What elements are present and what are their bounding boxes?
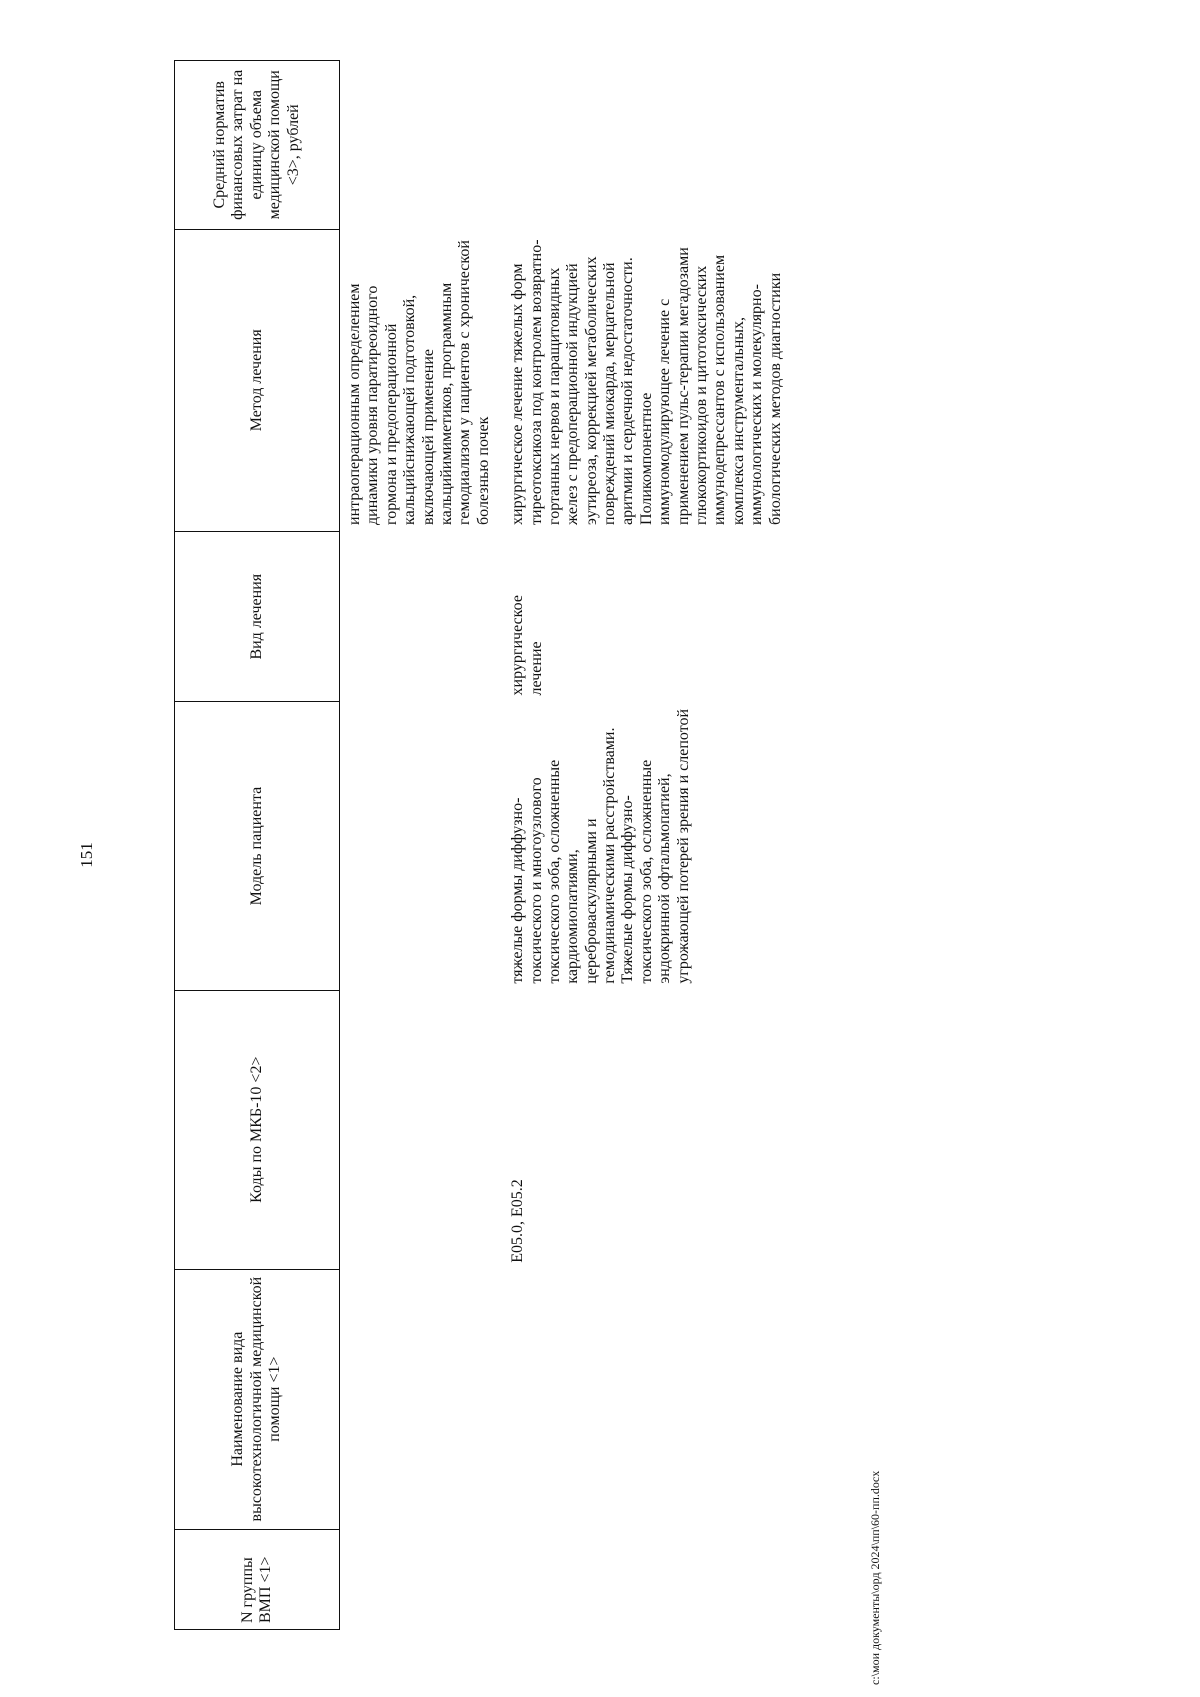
table-row bbox=[503, 61, 795, 1630]
cell-cost-norm bbox=[340, 61, 504, 230]
header-icd-codes: Коды по МКБ-10 <2> bbox=[175, 990, 340, 1269]
table-row bbox=[340, 61, 504, 1630]
cell-treatment-kind bbox=[340, 531, 504, 701]
file-path-footer: c:\мои документы\орд 2024\пп\60-пп.docx bbox=[868, 1470, 882, 1685]
cell-treatment-method: интраоперационным определением динамики уровня паратиреоидного гормона и предоперационной кальцийснижающей подготовкой, включающей применение кальцийимиметиков, программным гемодиализом у пациентов с хронической болезнью почек bbox=[346, 240, 492, 525]
cell-treatment-kind: хирургическое лечение bbox=[509, 595, 545, 696]
cell-care-name bbox=[503, 1269, 795, 1529]
header-patient-model: Модель пациента bbox=[175, 702, 340, 990]
cell-icd-codes: E05.0, E05.2 bbox=[509, 1179, 527, 1263]
header-group-number: N группы ВМП <1> bbox=[175, 1529, 340, 1629]
cell-cost-norm bbox=[503, 61, 795, 230]
header-treatment-kind: Вид лечения bbox=[175, 531, 340, 701]
rotated-table-container bbox=[174, 60, 1044, 1630]
vmp-table bbox=[174, 60, 795, 1630]
page-number: 151 bbox=[77, 842, 96, 868]
cell-patient-model: тяжелые формы диффузно-токсического и многоузлового токсического зоба, осложненные кардиомиопатиями, цереброваскулярными и гемодинамическими расстройствами. Тяжелые формы диффузно-токсического зоба, осложненные эндокринной офтальмопатией, угрожающей потерей зрения и слепотой bbox=[509, 708, 692, 984]
cell-treatment-method: хирургическое лечение тяжелых форм тиреотоксикоза под контролем возвратно-гортанных нервов и паращитовидных желез с предоперационной индукцией эутиреоза, коррекцией метаболических повреждений миокарда, мерцательной аритмии и сердечной недостаточности. Поликомпонентное иммуномодулирующее лечение с применением пульс-терапии мегадозами глюкокортикоидов и цитотоксических иммунодепрессантов с использованием комплекса инструментальных, иммунологических и молекулярно-биологических методов диагностики bbox=[509, 239, 784, 525]
table-header-row bbox=[175, 61, 340, 1630]
header-treatment-method: Метод лечения bbox=[175, 229, 340, 531]
cell-icd-codes bbox=[340, 990, 504, 1269]
cell-care-name bbox=[340, 1269, 504, 1529]
header-care-name: Наименование вида высокотехнологичной медицинской помощи <1> bbox=[175, 1269, 340, 1529]
cell-patient-model bbox=[340, 702, 504, 990]
cell-group-number bbox=[340, 1529, 504, 1629]
cell-group-number bbox=[503, 1529, 795, 1629]
header-cost-norm: Средний норматив финансовых затрат на единицу объема медицинской помощи <3>, рублей bbox=[175, 61, 340, 230]
